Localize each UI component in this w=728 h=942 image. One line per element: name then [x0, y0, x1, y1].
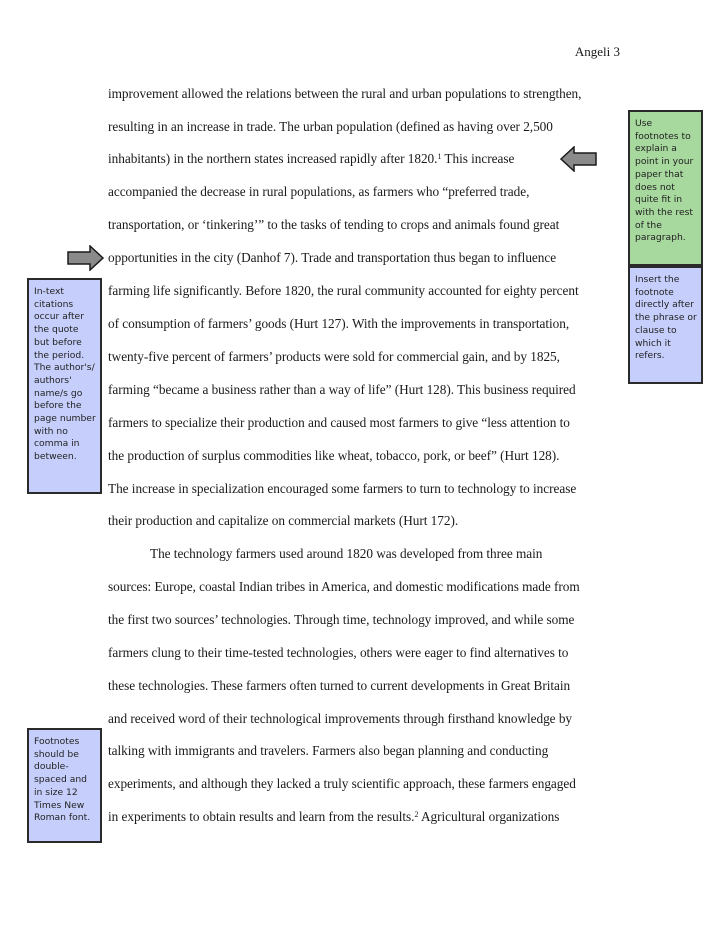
body-line: sources: Europe, coastal Indian tribes in America, and domestic modifications made from — [108, 579, 580, 594]
body-line: The increase in specialization encouraged some farmers to turn to technology to increase — [108, 481, 577, 496]
body-line-text: in experiments to obtain results and learn from the results. — [108, 809, 415, 824]
body-line: farming life significantly. Before 1820, the rural community accounted for eighty percent — [108, 283, 579, 298]
body-line: experiments, and although they lacked a truly scientific approach, these farmers engaged — [108, 776, 576, 791]
footnote-purpose-tip-note: Use footnotes to explain a point in your paper that does not quite fit in with the rest of the paragraph. — [628, 110, 703, 266]
footnote-marker-1: 1 — [437, 152, 442, 161]
body-line: and received word of their technological improvements through firsthand knowledge by — [108, 711, 573, 726]
body-line: the first two sources’ technologies. Through time, technology improved, and while some — [108, 612, 575, 627]
body-line-text: Agricultural organizations — [418, 809, 560, 824]
footnote-format-tip-note: Footnotes should be double-spaced and in size 12 Times New Roman font. — [27, 728, 102, 843]
body-line: improvement allowed the relations between the rural and urban populations to strengthen, — [108, 86, 582, 101]
body-line: these technologies. These farmers often turned to current developments in Great Britain — [108, 678, 571, 693]
body-line: accompanied the decrease in rural populations, as farmers who “preferred trade, — [108, 184, 530, 199]
body-line: of consumption of farmers’ goods (Hurt 127). With the improvements in transportation, — [108, 316, 570, 331]
body-line: The technology farmers used around 1820 was developed from three main — [150, 546, 543, 561]
body-line-text: This increase — [441, 151, 515, 166]
body-line: opportunities in the city (Danhof 7). Trade and transportation thus began to influence — [108, 250, 557, 265]
body-line — [108, 151, 514, 167]
body-line: twenty-five percent of farmers’ products were sold for commercial gain, and by 1825, — [108, 349, 560, 364]
body-line-text: inhabitants) in the northern states increased rapidly after 1820. — [108, 151, 438, 166]
footnote-placement-tip-note: Insert the footnote directly after the phrase or clause to which it refers. — [628, 266, 703, 384]
body-line: farming “became a business rather than a way of life” (Hurt 128). This business required — [108, 382, 576, 397]
body-line: transportation, or ‘tinkering’” to the tasks of tending to crops and animals found great — [108, 217, 560, 232]
footnote-marker-2: 2 — [414, 810, 419, 819]
body-line: their production and capitalize on commercial markets (Hurt 172). — [108, 513, 459, 528]
body-line: farmers clung to their time-tested technologies, others were eager to find alternatives to — [108, 645, 569, 660]
body-line: resulting in an increase in trade. The urban population (defined as having over 2,500 — [108, 119, 553, 134]
body-line: the production of surplus commodities like wheat, tobacco, pork, or beef” (Hurt 128). — [108, 448, 560, 463]
body-line — [108, 809, 559, 825]
left-arrow-icon — [560, 146, 598, 172]
citation-tip-note: In-text citations occur after the quote but before the period. The author's/ authors' name/s go before the page number with no comma in between. — [27, 278, 102, 494]
body-line: farmers to specialize their production and caused most farmers to give “less attention to — [108, 415, 570, 430]
right-arrow-icon — [66, 245, 104, 271]
body-line: talking with immigrants and travelers. Farmers also began planning and conducting — [108, 743, 549, 758]
running-head: Angeli 3 — [574, 44, 620, 59]
